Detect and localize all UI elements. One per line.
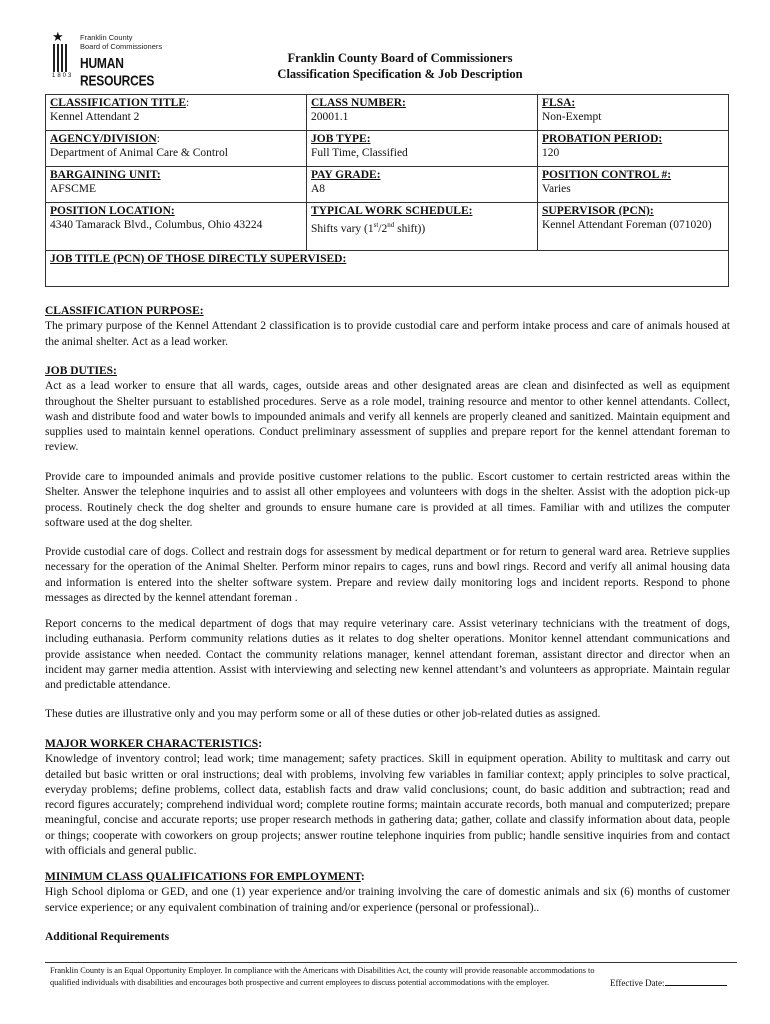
duties-paragraph-5: These duties are illustrative only and you may perform some or all of these duties or other job-related duties as assigned. (45, 708, 601, 720)
job-duties-section (45, 364, 730, 456)
duties-paragraph-4-block (45, 617, 730, 693)
cell-probation (538, 131, 729, 167)
cell-supervisor (538, 203, 729, 251)
effective-date (610, 977, 727, 989)
duties-paragraph-5-block (45, 707, 730, 722)
cell-flsa (538, 95, 729, 131)
pay-grade-label: PAY GRADE: (311, 169, 381, 181)
pay-grade-value: A8 (311, 183, 326, 195)
effective-date-blank (665, 985, 727, 986)
qualifications-text: High School diploma or GED, and one (1) year experience and/or training involving the care of domestic animals and six (6) months of customer service experience; or any equivalent combination of training and/or experience (personal or professional).. (45, 886, 730, 914)
class-number-label: CLASS NUMBER: (311, 97, 406, 109)
duties-heading: JOB DUTIES: (45, 365, 117, 377)
star-icon: ★ (52, 29, 64, 44)
cell-bargaining (46, 167, 307, 203)
position-control-label: POSITION CONTROL #: (542, 169, 672, 181)
logo-line-2: Board of Commissioners (80, 42, 163, 51)
qualifications-heading: MINIMUM CLASS QUALIFICATIONS FOR EMPLOYMENT (45, 871, 361, 883)
job-type-value: Full Time, Classified (311, 147, 408, 159)
cell-class-number (307, 95, 538, 131)
purpose-text: The primary purpose of the Kennel Attendant 2 classification is to provide custodial care and perform intake process and care of animals housed at the animal shelter. Act as a lead worker. (45, 320, 730, 348)
purpose-heading: CLASSIFICATION PURPOSE: (45, 305, 204, 317)
additional-requirements-section (45, 930, 730, 945)
location-label: POSITION LOCATION: (50, 205, 175, 217)
cell-agency: AGENCY/DIVISION: Department of Animal Care & Control (46, 131, 307, 167)
duties-paragraph-3-block (45, 545, 730, 606)
document-header (0, 50, 770, 82)
cell-pay-grade (307, 167, 538, 203)
schedule-value: Shifts vary (1st/2nd shift)) (311, 221, 426, 235)
qualifications-section: MINIMUM CLASS QUALIFICATIONS FOR EMPLOYMENT: High School diploma or GED, and one (1) year experience and/or training involving the care of domestic animals and six (6) months of customer service experience; or any equivalent combination of training and/or experience (personal or professional).. (45, 870, 730, 916)
supervisor-label: SUPERVISOR (PCN): (542, 205, 654, 217)
logo-year: 1803 (52, 73, 74, 79)
duties-paragraph-1: Act as a lead worker to ensure that all wards, cages, outside areas and other designated areas are clean and disinfected as well as equipment throughout the Shelter pursuant to established procedures. Serve as a role model, training resource and mentor to other kennel attendants. Collect, wash and distribute food and water bowls to impounded animals and verify all kennels are properly cleaned and sanitized. Maintain equipment and supplies used to maintain kennel operations. Conduct preliminary assessment of supplies and prepare report for the kennel attendant foreman to review. (45, 380, 730, 454)
classification-title-value: Kennel Attendant 2 (50, 111, 140, 123)
supervisor-value: Kennel Attendant Foreman (071020) (542, 219, 712, 231)
flsa-value: Non-Exempt (542, 111, 602, 123)
header-org: Franklin County Board of Commissioners (287, 51, 513, 65)
position-info-table (45, 94, 729, 287)
characteristics-heading: MAJOR WORKER CHARACTERISTICS (45, 738, 259, 750)
flsa-label: FLSA: (542, 97, 576, 109)
position-control-value: Varies (542, 183, 571, 195)
logo-line-1: Franklin County (80, 33, 133, 42)
probation-value: 120 (542, 147, 560, 159)
cell-position-control (538, 167, 729, 203)
duties-paragraph-4: Report concerns to the medical department of dogs that may require veterinary care. Assist veterinary technicians with the treatment of dogs, including euthanasia. Perform community relations duties as it relates to dog shelter operations. Monitor kennel attendant communications and provide assistance when needed. Contact the community relations manager, kennel attendant foreman, assistant director and director when an incident may garner media attention. Assist with interviewing and selecting new kennel attendant’s and volunteers as appropriate. Maintain regular and predictable attendance. (45, 618, 730, 692)
cell-directly-supervised (46, 251, 729, 287)
eeo-statement: Franklin County is an Equal Opportunity Employer. In compliance with the Americans with Disabilities Act, the county will provide reasonable accommodations to qualified individuals with disabilities and encourages both prospective and current employees to discuss potential accommodations with the employer. (50, 966, 595, 987)
additional-heading: Additional Requirements (45, 931, 170, 943)
agency-label: AGENCY/DIVISION (50, 133, 157, 145)
agency-value: Department of Animal Care & Control (50, 147, 228, 159)
schedule-label: TYPICAL WORK SCHEDULE: (311, 205, 473, 217)
duties-paragraph-2: Provide care to impounded animals and provide positive customer relations to the public. Escort customer to certain restricted areas within the Shelter. Answer the telephone inquiries and to assist all other employees and volunteers with dogs in the shelter. Assist with the adoption pick-up process. Routinely check the dog shelter and grounds to ensure humane care is provided at all times. Familiar with and utilizes the computer software used at the dog shelter. (45, 471, 730, 529)
worker-characteristics-section: MAJOR WORKER CHARACTERISTICS: Knowledge of inventory control; lead work; time management; safety practices. Skill in equipment operation. Ability to multitask and carry out detailed but basic written or oral instructions; deal with problems, involving few variables in familiar context; apply principles to solve practical, everyday problems; define problems, collect data, establish facts and draw valid conclusions; count, do basic addition and subtraction; read and record figures accurately; comprehend individual word; complete routine forms; maintain accurate records, both manual and computerized; prepare meaningful, concise and accurate reports; use proper research methods in gathering data; gather, collate and classify information about data, people or things; cooperate with coworkers on group projects; answer routine telephone inquiries from public; handle sensitive inquiries from and contact with officials and general public. (45, 737, 730, 859)
duties-paragraph-2-block (45, 470, 730, 531)
cell-job-type (307, 131, 538, 167)
logo-brand: HUMAN RESOURCES (80, 54, 155, 89)
header-subtitle: Classification Specification & Job Description (277, 67, 523, 81)
probation-label: PROBATION PERIOD: (542, 133, 663, 145)
cell-location (46, 203, 307, 251)
classification-purpose-section (45, 304, 730, 350)
class-number-value: 20001.1 (311, 111, 349, 123)
cell-schedule (307, 203, 538, 251)
location-value: 4340 Tamarack Blvd., Columbus, Ohio 43224 (50, 219, 263, 231)
duties-paragraph-3: Provide custodial care of dogs. Collect and restrain dogs for assessment by medical department or for return to general ward area. Retrieve supplies necessary for the operation of the Animal Shelter. Perform minor repairs to cages, runs and bowl rings. Record and verify all animal housing data and information is entered into the shelter software system. Prepare and review daily monitoring logs and incident reports. Respond to phone messages as directed by the kennel attendant foreman . (45, 546, 730, 604)
classification-title-label: CLASSIFICATION TITLE (50, 97, 187, 109)
effective-date-label: Effective Date: (610, 978, 665, 988)
bargaining-value: AFSCME (50, 183, 97, 195)
directly-supervised-label: JOB TITLE (PCN) OF THOSE DIRECTLY SUPERVISED: (50, 253, 347, 265)
characteristics-text: Knowledge of inventory control; lead work; time management; safety practices. Skill in equipment operation. Ability to multitask and carry out detailed but basic written or oral instructions; deal with problems, involving few variables in familiar context; apply principles to solve practical, everyday problems; define problems, collect data, establish facts and draw valid conclusions; count, do basic addition and subtraction; read and record figures accurately; comprehend individual word; complete routine forms; maintain accurate records, both manual and computerized; prepare meaningful, concise and accurate reports; use proper research methods in gathering data; gather, collate and classify information about data, people or things; cooperate with coworkers on group projects; answer routine telephone inquiries from public; handle sensitive inquiries from and contact with officials and general public. (45, 753, 730, 858)
page-footer (45, 962, 737, 988)
job-type-label: JOB TYPE: (311, 133, 371, 145)
bargaining-label: BARGAINING UNIT: (50, 169, 161, 181)
cell-classification-title: CLASSIFICATION TITLE: Kennel Attendant 2 (46, 95, 307, 131)
